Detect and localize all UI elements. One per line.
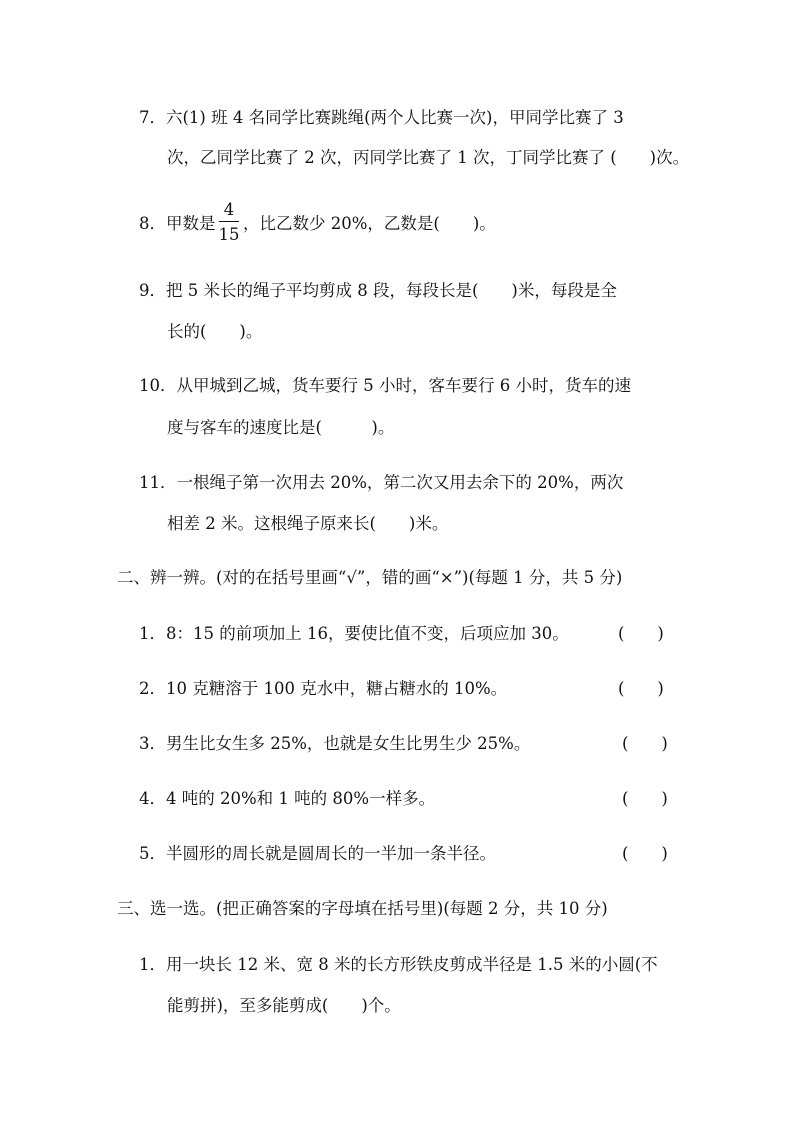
s2-item-3-answer-bracket[interactable]: ( ) <box>622 734 668 753</box>
section2-heading: 二、辨一辨。(对的在括号里画“√”，错的画“×”)(每题 1 分，共 5 分) <box>117 568 623 587</box>
s3-q1-line1: 1．用一块长 12 米、宽 8 米的长方形铁皮剪成半径是 1.5 米的小圆(不 <box>139 955 658 974</box>
s3-q1-line2: 能剪拼)，至多能剪成( )个。 <box>167 996 401 1015</box>
q10-line1: 10．从甲城到乙城，货车要行 5 小时，客车要行 6 小时，货车的速 <box>139 376 631 395</box>
q10-line2: 度与客车的速度比是( )。 <box>167 418 395 437</box>
s2-item-4-text: 4．4 吨的 20%和 1 吨的 80%一样多。 <box>139 789 436 808</box>
s2-item-1-answer-bracket[interactable]: ( ) <box>618 624 664 643</box>
s2-item-3-text: 3．男生比女生多 25%，也就是女生比男生少 25%。 <box>139 734 531 753</box>
s2-item-5-text: 5．半圆形的周长就是圆周长的一半加一条半径。 <box>139 844 496 863</box>
s2-item-4-answer-bracket[interactable]: ( ) <box>622 789 668 808</box>
q7-line2: 次，乙同学比赛了 2 次，丙同学比赛了 1 次，丁同学比赛了 ( )次。 <box>167 148 690 167</box>
q8-fraction-denominator: 15 <box>218 225 240 244</box>
s2-item-2-answer-bracket[interactable]: ( ) <box>618 679 664 698</box>
q8-fraction-bar <box>219 221 239 222</box>
q8-suffix: ，比乙数少 20%，乙数是( )。 <box>243 214 496 233</box>
q8-fraction-numerator: 4 <box>223 200 235 219</box>
q7-line1: 7．六(1) 班 4 名同学比赛跳绳(两个人比赛一次)，甲同学比赛了 3 <box>139 108 624 127</box>
q9-line2: 长的( )。 <box>167 322 263 341</box>
q8-prefix: 8．甲数是 <box>139 214 216 233</box>
q11-line2: 相差 2 米。这根绳子原来长( )米。 <box>167 514 449 533</box>
q9-line1: 9．把 5 米长的绳子平均剪成 8 段，每段长是( )米，每段是全 <box>139 281 617 300</box>
s2-item-5-answer-bracket[interactable]: ( ) <box>622 844 668 863</box>
s2-item-1-text: 1．8：15 的前项加上 16，要使比值不变，后项应加 30。 <box>139 624 569 643</box>
section3-heading: 三、选一选。(把正确答案的字母填在括号里)(每题 2 分，共 10 分) <box>117 899 608 918</box>
q11-line1: 11．一根绳子第一次用去 20%，第二次又用去余下的 20%，两次 <box>139 473 624 492</box>
s2-item-2-text: 2．10 克糖溶于 100 克水中，糖占糖水的 10%。 <box>139 679 508 698</box>
